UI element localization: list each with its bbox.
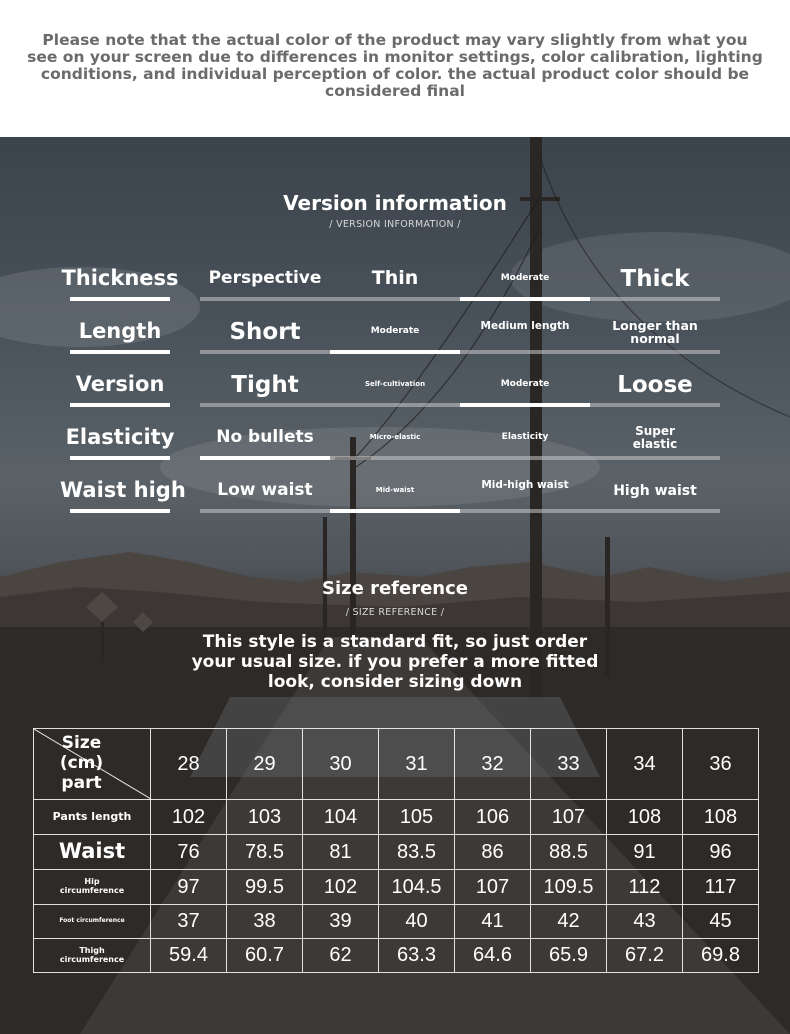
size-value-cell: 109.5 xyxy=(531,870,607,905)
size-header-row xyxy=(34,729,759,800)
version-title: Version information xyxy=(283,191,507,215)
attribute-row xyxy=(0,474,790,524)
attribute-option-bar xyxy=(460,456,590,460)
attribute-option: Medium length xyxy=(480,320,570,332)
attribute-option: Low waist xyxy=(217,480,313,500)
size-row xyxy=(34,905,759,939)
size-chart-table xyxy=(33,728,759,973)
size-value-cell: 64.6 xyxy=(455,939,531,973)
attribute-option-bar xyxy=(590,403,720,407)
attribute-option-bar xyxy=(590,509,720,513)
attribute-option: Self-cultivation xyxy=(364,380,426,388)
attribute-option: Thick xyxy=(620,266,690,292)
version-subtitle: / VERSION INFORMATION / xyxy=(329,219,461,230)
attribute-option: Mid-waist xyxy=(375,486,415,494)
size-header-cell: 29 xyxy=(227,729,303,800)
size-header-cell: 34 xyxy=(607,729,683,800)
attribute-option-bar xyxy=(200,509,330,513)
attribute-label-underline xyxy=(70,509,170,513)
size-value-cell: 107 xyxy=(455,870,531,905)
attribute-label-underline xyxy=(70,297,170,301)
size-row-label: Thigh circumference xyxy=(34,939,151,973)
size-value-cell: 59.4 xyxy=(151,939,227,973)
attribute-label: Length xyxy=(78,319,162,343)
size-row-label: Waist xyxy=(34,835,151,870)
size-value-cell: 88.5 xyxy=(531,835,607,870)
size-header-cell: 30 xyxy=(303,729,379,800)
attribute-option: Moderate xyxy=(370,326,420,336)
size-value-cell: 102 xyxy=(151,800,227,835)
size-corner-cell xyxy=(34,729,151,800)
attribute-option: Elasticity xyxy=(501,432,549,442)
size-value-cell: 41 xyxy=(455,905,531,939)
size-value-cell: 43 xyxy=(607,905,683,939)
attribute-label: Elasticity xyxy=(65,425,175,449)
size-value-cell: 60.7 xyxy=(227,939,303,973)
size-row xyxy=(34,870,759,905)
attribute-row xyxy=(0,315,790,365)
size-value-cell: 65.9 xyxy=(531,939,607,973)
size-corner-label: (cm) xyxy=(59,753,104,773)
attribute-option: Moderate xyxy=(500,379,550,389)
size-value-cell: 108 xyxy=(607,800,683,835)
size-header-cell: 32 xyxy=(455,729,531,800)
size-value-cell: 63.3 xyxy=(379,939,455,973)
color-notice xyxy=(0,0,790,137)
size-value-cell: 91 xyxy=(607,835,683,870)
attribute-label: Version xyxy=(75,372,165,396)
size-value-cell: 117 xyxy=(683,870,759,905)
attribute-option: Super elastic xyxy=(632,424,678,451)
size-value-cell: 104 xyxy=(303,800,379,835)
attribute-option: Longer than normal xyxy=(612,318,698,347)
size-value-cell: 37 xyxy=(151,905,227,939)
attribute-row xyxy=(0,368,790,418)
attribute-option-bar xyxy=(330,456,460,460)
attribute-row xyxy=(0,421,790,471)
attribute-label-underline xyxy=(70,403,170,407)
attribute-option: Tight xyxy=(231,372,299,398)
attribute-option-bar-selected xyxy=(200,456,330,460)
attribute-option-bar-selected xyxy=(330,350,460,354)
attribute-option-bar-selected xyxy=(460,403,590,407)
attribute-option: Micro-elastic xyxy=(369,433,421,441)
size-value-cell: 42 xyxy=(531,905,607,939)
size-row xyxy=(34,835,759,870)
size-value-cell: 76 xyxy=(151,835,227,870)
attribute-label-underline xyxy=(70,350,170,354)
size-corner-label: Size xyxy=(61,733,102,753)
attribute-option: Perspective xyxy=(208,268,322,288)
size-header-cell: 31 xyxy=(379,729,455,800)
size-corner-label: part xyxy=(61,773,102,793)
attribute-option: High waist xyxy=(613,483,697,499)
size-title: Size reference xyxy=(322,578,468,599)
attribute-option-bar xyxy=(200,403,330,407)
size-value-cell: 39 xyxy=(303,905,379,939)
size-value-cell: 69.8 xyxy=(683,939,759,973)
attribute-option-bar xyxy=(330,403,460,407)
size-value-cell: 86 xyxy=(455,835,531,870)
size-header-cell: 33 xyxy=(531,729,607,800)
size-value-cell: 107 xyxy=(531,800,607,835)
attribute-option-bar xyxy=(460,509,590,513)
size-value-cell: 45 xyxy=(683,905,759,939)
size-value-cell: 96 xyxy=(683,835,759,870)
color-notice-text: Please note that the actual color of the product may vary slightly from what you see on your screen due to differences in monitor settings, color calibration, lighting conditions, and individual perception of color. the actual product color should be considered final xyxy=(27,31,763,100)
attribute-option: Loose xyxy=(617,372,693,398)
size-value-cell: 67.2 xyxy=(607,939,683,973)
size-value-cell: 62 xyxy=(303,939,379,973)
attribute-option-bar-selected xyxy=(330,509,460,513)
attribute-option-bar xyxy=(200,297,330,301)
size-value-cell: 108 xyxy=(683,800,759,835)
size-header-cell: 36 xyxy=(683,729,759,800)
size-row-label: Pants length xyxy=(34,800,151,835)
attribute-option: Moderate xyxy=(500,273,550,283)
size-value-cell: 112 xyxy=(607,870,683,905)
size-subtitle: / SIZE REFERENCE / xyxy=(345,607,445,618)
size-value-cell: 97 xyxy=(151,870,227,905)
attribute-option: Thin xyxy=(371,267,419,289)
attribute-row xyxy=(0,262,790,312)
attribute-option-bar xyxy=(200,350,330,354)
size-value-cell: 38 xyxy=(227,905,303,939)
attribute-option-bar xyxy=(460,350,590,354)
attribute-option-bar xyxy=(590,350,720,354)
size-value-cell: 105 xyxy=(379,800,455,835)
size-header-cell: 28 xyxy=(151,729,227,800)
size-row xyxy=(34,800,759,835)
size-value-cell: 81 xyxy=(303,835,379,870)
attribute-label: Waist high xyxy=(60,478,186,502)
size-row-label: Foot circumference xyxy=(34,905,151,939)
attribute-label-underline xyxy=(70,456,170,460)
size-value-cell: 106 xyxy=(455,800,531,835)
attribute-option-bar xyxy=(330,297,460,301)
size-row xyxy=(34,939,759,973)
size-value-cell: 78.5 xyxy=(227,835,303,870)
attribute-option-bar-selected xyxy=(460,297,590,301)
size-value-cell: 104.5 xyxy=(379,870,455,905)
size-value-cell: 40 xyxy=(379,905,455,939)
size-description-text: This style is a standard fit, so just order your usual size. if you prefer a more fitted look, consider sizing down xyxy=(191,632,599,692)
size-description xyxy=(0,632,790,692)
attribute-option: Short xyxy=(229,319,301,345)
attribute-option: No bullets xyxy=(216,427,314,447)
attribute-label: Thickness xyxy=(61,266,179,290)
size-value-cell: 103 xyxy=(227,800,303,835)
attribute-option: Mid-high waist xyxy=(481,479,569,491)
size-value-cell: 99.5 xyxy=(227,870,303,905)
attribute-option-bar xyxy=(590,297,720,301)
size-row-label: Hip circumference xyxy=(34,870,151,905)
attribute-option-bar xyxy=(590,456,720,460)
size-value-cell: 83.5 xyxy=(379,835,455,870)
size-value-cell: 102 xyxy=(303,870,379,905)
